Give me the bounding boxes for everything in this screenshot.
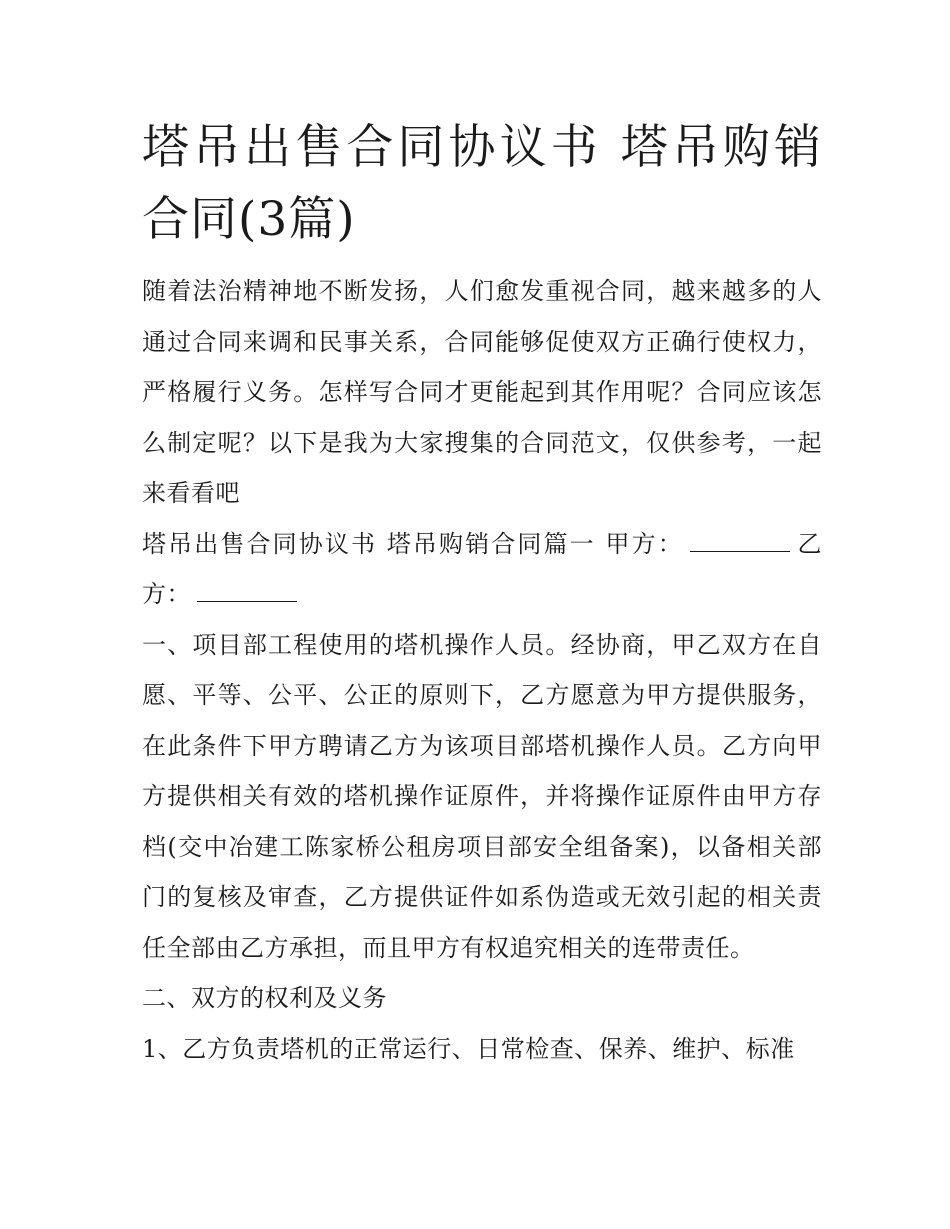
clause-one-paragraph: 一、项目部工程使用的塔机操作人员。经协商，甲乙双方在自愿、平等、公平、公正的原则下，乙方愿意为甲方提供服务，在此条件下甲方聘请乙方为该项目部塔机操作人员。乙方向甲方提供相关有效的塔机操作证原件，并将操作证原件由甲方存档(交中冶建工陈家桥公租房项目部安全组备案)，以备相关部门的复核及审查，乙方提供证件如系伪造或无效引起的相关责任全部由乙方承担，而且甲方有权追究相关的连带责任。 bbox=[142, 630, 822, 962]
party-line bbox=[142, 519, 822, 620]
party-a-blank bbox=[690, 529, 790, 552]
intro-paragraph: 随着法治精神地不断发扬，人们愈发重视合同，越来越多的人通过合同来调和民事关系，合同能够促使双方正确行使权力，严格履行义务。怎样写合同才更能起到其作用呢？合同应该怎么制定呢？以下是我为大家搜集的合同范文，仅供参考，一起来看看吧 bbox=[142, 277, 822, 507]
party-a-label: 塔吊出售合同协议书 塔吊购销合同篇一 甲方： bbox=[142, 529, 684, 558]
party-b-label: 乙方： bbox=[142, 529, 822, 608]
document-title: 塔吊出售合同协议书 塔吊购销合同(3篇) bbox=[142, 120, 822, 247]
document-page bbox=[142, 112, 822, 1074]
clause-two-heading: 二、双方的权利及义务 bbox=[142, 984, 387, 1012]
clause-two-item-one: 1、乙方负责塔机的正常运行、日常检查、保养、维护、标准 bbox=[142, 1034, 795, 1063]
party-b-blank bbox=[197, 579, 297, 602]
